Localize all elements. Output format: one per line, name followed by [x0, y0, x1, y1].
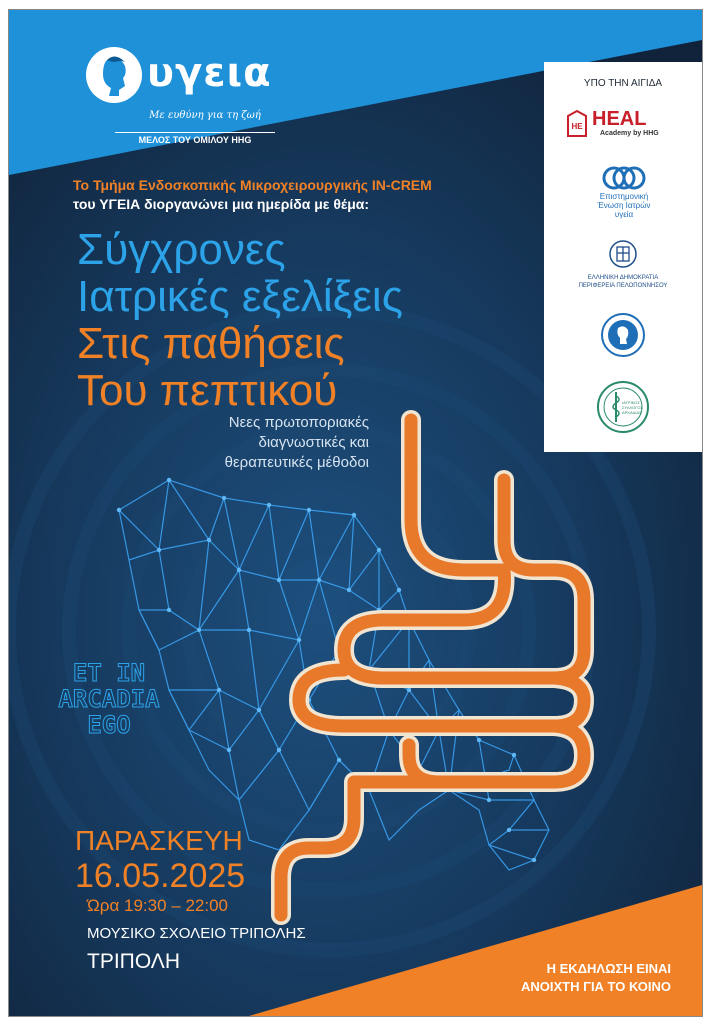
poster: [8, 9, 703, 1017]
medical-association-seal[interactable]: [596, 380, 650, 434]
intro-line-2: του ΥΓΕΙΑ διοργανώνει μια ημερίδα με θέμα:: [73, 196, 370, 212]
hippocrates-seal[interactable]: [600, 312, 646, 358]
region-sub: ΕΛΛΗΝΙΚΗ ΔΗΜΟΚΡΑΤΙΑ ΠΕΡΙΦΕΡΕΙΑ ΠΕΛΟΠΟΝΝΗΣΟΥ: [578, 275, 668, 289]
event-venue: ΜΟΥΣΙΚΟ ΣΧΟΛΕΙΟ ΤΡΙΠΟΛΗΣ: [87, 925, 306, 942]
intro-line-1: Το Τμήμα Ενδοσκοπικής Μικροχειρουργικής IN-CREM: [73, 177, 432, 193]
motto: [39, 660, 179, 738]
eey-logo-icon: [602, 166, 646, 190]
goddess-head-icon: [85, 46, 143, 104]
svg-text:HE: HE: [571, 122, 583, 131]
headline-line-4: Του πεπτικού: [77, 366, 338, 415]
motto-line-3: EGO: [87, 711, 131, 739]
heal-sub: Academy by HHG: [600, 130, 659, 137]
brand-tagline: Με ευθύνη για τη ζωή: [149, 110, 261, 121]
ygeia-logo[interactable]: [85, 46, 285, 156]
hippocrates-seal-icon: [600, 312, 646, 358]
headline-line-2: Ιατρικές εξελίξεις: [77, 272, 403, 321]
heal-logo-icon: [566, 110, 588, 138]
heal-name: HEAL: [592, 108, 647, 130]
subtitle-line-2: διαγνωστικές και: [258, 434, 369, 451]
sponsors-panel: [544, 62, 702, 452]
medical-assoc-sub: ΙΑΤΡΙΚΟΣ ΣΥΛΛΟΓΟΣ ΑΡΚΑΔΙΑΣ: [622, 400, 644, 415]
motto-line-2: ARCADIA: [58, 685, 160, 713]
notice-line-2: ΑΝΟΙΧΤΗ ΓΙΑ ΤΟ ΚΟΙΝΟ: [521, 979, 671, 994]
eey-sub: Επιστημονική Ένωση Ιατρών υγεία: [597, 192, 651, 219]
motto-line-1: ET IN: [72, 659, 146, 687]
event-day: ΠΑΡΑΣΚΕΥΗ: [75, 825, 243, 856]
brand-name: υγεια: [147, 50, 272, 96]
heal-logo[interactable]: [566, 108, 686, 144]
headline-line-1: Σύγχρονες: [77, 225, 286, 274]
headline-line-3: Στις παθήσεις: [77, 319, 345, 368]
subtitle: [109, 413, 369, 473]
greek-emblem-icon: [608, 238, 638, 270]
brand-member: ΜΕΛΟΣ ΤΟΥ ΟΜΙΛΟΥ HHG: [115, 132, 275, 145]
event-date: 16.05.2025: [75, 857, 246, 895]
open-event-notice: [409, 960, 671, 996]
subtitle-line-3: θεραπευτικές μέθοδοι: [224, 454, 369, 471]
eey-logo[interactable]: [574, 166, 674, 228]
region-logo[interactable]: [558, 238, 688, 298]
notice-line-1: Η ΕΚΔΗΛΩΣΗ ΕΙΝΑΙ: [546, 961, 671, 976]
event-city: ΤΡΙΠΟΛΗ: [87, 950, 180, 973]
event-time: Ώρα 19:30 – 22:00: [87, 896, 228, 915]
subtitle-line-1: Νεες πρωτοποριακές: [228, 414, 369, 431]
sponsors-title: ΥΠΟ ΤΗΝ ΑΙΓΙΔΑ: [583, 78, 663, 89]
